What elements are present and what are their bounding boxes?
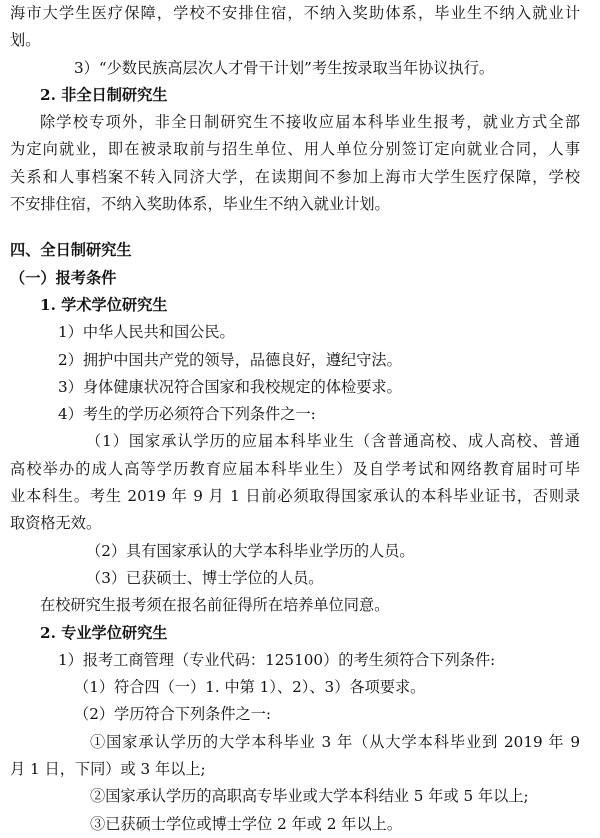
spacer xyxy=(10,218,580,237)
paragraph-line: 在校研究生报考须在报名前征得所在培养单位同意。 xyxy=(40,596,390,615)
list-item: ③已获硕士学位或博士学位 2 年或 2 年以上。 xyxy=(90,814,403,833)
paragraph-line: 取资格无效。 xyxy=(10,514,102,533)
paragraph-line: 业本科生。考生 2019 年 9 月 1 日前必须取得国家承认的本科毕业证书，否则录 xyxy=(10,487,580,506)
list-item: 1）中华人民共和国公民。 xyxy=(58,323,235,342)
list-item: 1）报考工商管理（专业代码：125100）的考生须符合下列条件: xyxy=(58,650,496,669)
section-heading: 2. 非全日制研究生 xyxy=(40,85,168,104)
paragraph-line: 划。 xyxy=(10,31,41,50)
paragraph-line: 为定向就业，即在被录取前与招生单位、用人单位分别签订定向就业合同，人事 xyxy=(10,140,580,159)
section-heading: 1. 学术学位研究生 xyxy=(40,295,168,314)
list-item: （1）符合四（一）1. 中第 1）、2）、3）各项要求。 xyxy=(74,678,426,697)
paragraph-line: 高校举办的成人高等学历教育应届本科毕业生）及自学考试和网络教育届时可毕 xyxy=(10,459,580,478)
list-item: 3）“少数民族高层次人才骨干计划”考生按录取当年协议执行。 xyxy=(74,58,495,77)
list-item: ①国家承认学历的大学本科毕业 3 年（从大学本科毕业到 2019 年 9 xyxy=(90,732,580,751)
list-item: 4）考生的学历必须符合下列条件之一: xyxy=(58,405,316,424)
paragraph-line: 不安排住宿，不纳入奖助体系，毕业生不纳入就业计划。 xyxy=(10,195,390,214)
list-item: （2）具有国家承认的大学本科毕业学历的人员。 xyxy=(86,541,415,560)
list-item: （2）学历符合下列条件之一: xyxy=(74,705,272,724)
list-item: ②国家承认学历的高职高专毕业或大学本科结业 5 年或 5 年以上; xyxy=(90,787,529,806)
chapter-heading: 四、全日制研究生 xyxy=(10,241,132,260)
section-heading: 2. 专业学位研究生 xyxy=(40,623,168,642)
list-item: 2）拥护中国共产党的领导，品德良好，遵纪守法。 xyxy=(58,350,402,369)
paragraph-line: 海市大学生医疗保障，学校不安排住宿，不纳入奖助体系，毕业生不纳入就业计 xyxy=(10,4,580,22)
paragraph-line: 关系和人事档案不转入同济大学，在读期间不参加上海市大学生医疗保障，学校 xyxy=(10,167,580,186)
list-item: 3）身体健康状况符合国家和我校规定的体检要求。 xyxy=(58,377,402,396)
list-item: （1）国家承认学历的应届本科毕业生（含普通高校、成人高校、普通 xyxy=(86,432,580,451)
paragraph-line: 除学校专项外，非全日制研究生不接收应届本科毕业生报考，就业方式全部 xyxy=(40,113,580,132)
subsection-heading: （一）报考条件 xyxy=(10,268,117,287)
paragraph-line: 月 1 日，下同）或 3 年以上; xyxy=(10,760,206,779)
list-item: （3）已获硕士、博士学位的人员。 xyxy=(86,568,324,587)
